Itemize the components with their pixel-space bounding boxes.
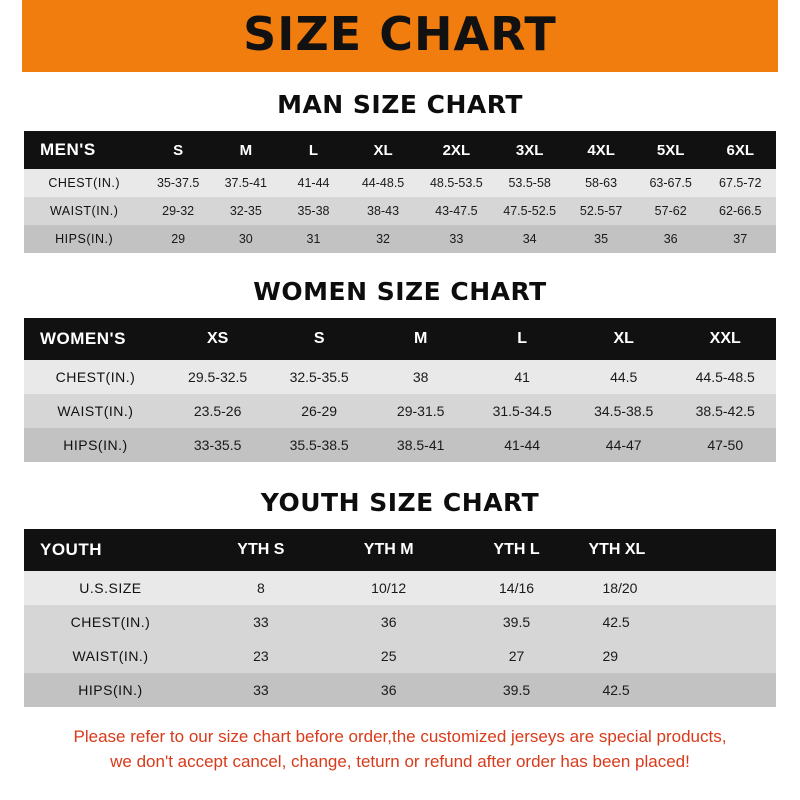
cell: 32.5-35.5 <box>289 369 349 385</box>
row-label: WAIST(IN.) <box>57 403 134 419</box>
header-band <box>0 0 800 72</box>
women-col-header: WOMEN'S <box>40 329 126 348</box>
cell: 33 <box>449 232 464 246</box>
cell: 48.5-53.5 <box>429 176 483 190</box>
cell: 30 <box>238 232 253 246</box>
cell: 36 <box>380 614 397 630</box>
youth-col-header: YTH XL <box>588 541 646 558</box>
table-row <box>24 673 776 707</box>
cell: 32-35 <box>229 204 262 218</box>
table-row <box>24 605 776 639</box>
band-gutter-right <box>778 0 800 72</box>
women-size-table <box>24 318 776 462</box>
cell: 35-37.5 <box>156 176 200 190</box>
table-row <box>24 639 776 673</box>
cell: 44-47 <box>605 437 642 453</box>
table-header-row <box>24 318 776 360</box>
cell: 34.5-38.5 <box>594 403 654 419</box>
cell: 10/12 <box>371 580 407 596</box>
table-row <box>24 394 776 428</box>
cell: 38 <box>412 369 429 385</box>
footer-line-1: Please refer to our size chart before order,the customized jerseys are special products, <box>73 727 727 746</box>
table-row <box>24 197 776 225</box>
man-col-header: MEN'S <box>40 140 96 159</box>
table-row <box>24 360 776 394</box>
row-label: WAIST(IN.) <box>49 204 119 218</box>
man-col-header: 6XL <box>726 141 754 159</box>
man-col-header: 2XL <box>442 141 471 159</box>
cell: 44-48.5 <box>361 176 405 190</box>
cell: 63-67.5 <box>649 176 692 190</box>
cell: 41-44 <box>297 176 330 190</box>
table-header-row <box>24 131 776 169</box>
cell: 23.5-26 <box>193 403 242 419</box>
women-col-header: XS <box>206 330 229 347</box>
cell: 37 <box>733 232 748 246</box>
youth-section-title: YOUTH SIZE CHART <box>260 488 540 517</box>
cell: 29-32 <box>162 204 195 218</box>
man-col-header: 4XL <box>587 141 615 159</box>
table-row <box>24 225 776 253</box>
cell: 35-38 <box>297 204 330 218</box>
man-col-header: S <box>173 141 184 159</box>
table-row <box>24 428 776 462</box>
footer-line-2: we don't accept cancel, change, teturn or refund after order has been placed! <box>110 751 690 771</box>
cell: 36 <box>380 682 397 698</box>
table-row <box>24 571 776 605</box>
row-label: WAIST(IN.) <box>72 648 149 664</box>
youth-col-header: YTH L <box>493 541 540 558</box>
cell: 37.5-41 <box>224 176 268 190</box>
cell: 18/20 <box>602 580 638 596</box>
cell: 39.5 <box>502 614 531 630</box>
row-label: CHEST(IN.) <box>55 369 136 385</box>
cell: 44.5-48.5 <box>695 369 755 385</box>
cell: 25 <box>380 648 397 664</box>
women-col-header: XXL <box>709 330 741 347</box>
cell: 29 <box>602 648 619 664</box>
women-section-title: WOMEN SIZE CHART <box>253 277 547 306</box>
row-label: CHEST(IN.) <box>70 614 151 630</box>
cell: 67.5-72 <box>719 176 762 190</box>
cell: 44.5 <box>610 369 638 385</box>
cell: 27 <box>508 648 525 664</box>
cell: 36 <box>663 232 678 246</box>
cell: 34 <box>522 232 537 246</box>
man-col-header: XL <box>373 141 393 159</box>
cell: 33-35.5 <box>193 437 242 453</box>
youth-col-header: YTH S <box>237 541 285 558</box>
youth-col-header: YOUTH <box>40 540 102 559</box>
cell: 43-47.5 <box>435 204 478 218</box>
chart-content <box>0 90 800 774</box>
cell: 29.5-32.5 <box>188 369 248 385</box>
man-size-table <box>24 131 776 253</box>
cell: 52.5-57 <box>579 204 623 218</box>
row-label: U.S.SIZE <box>79 580 142 596</box>
man-col-header: L <box>308 141 319 159</box>
cell: 42.5 <box>602 682 630 698</box>
man-col-header: 5XL <box>656 141 685 159</box>
cell: 53.5-58 <box>508 176 551 190</box>
man-col-header: M <box>239 141 253 159</box>
cell: 57-62 <box>654 204 687 218</box>
cell: 26-29 <box>301 403 338 419</box>
cell: 41-44 <box>504 437 541 453</box>
cell: 14/16 <box>499 580 535 596</box>
page-title: SIZE CHART <box>243 7 557 61</box>
footer-note <box>24 725 776 774</box>
cell: 33 <box>253 614 269 630</box>
cell: 8 <box>256 580 265 596</box>
cell: 58-63 <box>585 176 618 190</box>
row-label: HIPS(IN.) <box>55 232 114 246</box>
women-col-header: L <box>517 330 528 347</box>
cell: 32 <box>376 232 390 246</box>
women-col-header: M <box>414 330 428 347</box>
cell: 35 <box>594 232 609 246</box>
cell: 33 <box>253 682 269 698</box>
man-section-title: MAN SIZE CHART <box>277 90 523 119</box>
cell: 29 <box>171 232 186 246</box>
table-row <box>24 169 776 197</box>
cell: 35.5-38.5 <box>289 437 349 453</box>
table-header-row <box>24 529 776 571</box>
row-label: HIPS(IN.) <box>63 437 128 453</box>
cell: 41 <box>514 369 530 385</box>
cell: 38.5-42.5 <box>695 403 755 419</box>
cell: 31 <box>306 232 321 246</box>
women-col-header: XL <box>613 330 634 347</box>
man-col-header: 3XL <box>515 141 544 159</box>
cell: 38.5-41 <box>396 437 445 453</box>
women-col-header: S <box>313 330 325 347</box>
cell: 23 <box>253 648 269 664</box>
cell: 38-43 <box>367 204 400 218</box>
cell: 29-31.5 <box>396 403 445 419</box>
youth-size-table <box>24 529 776 707</box>
row-label: CHEST(IN.) <box>48 176 120 190</box>
row-label: HIPS(IN.) <box>78 682 143 698</box>
youth-col-header: YTH M <box>363 541 414 558</box>
cell: 31.5-34.5 <box>492 403 552 419</box>
band-gutter-left <box>0 0 22 72</box>
cell: 47.5-52.5 <box>503 204 557 218</box>
cell: 42.5 <box>602 614 630 630</box>
cell: 47-50 <box>707 437 744 453</box>
cell: 39.5 <box>502 682 531 698</box>
cell: 62-66.5 <box>719 204 762 218</box>
